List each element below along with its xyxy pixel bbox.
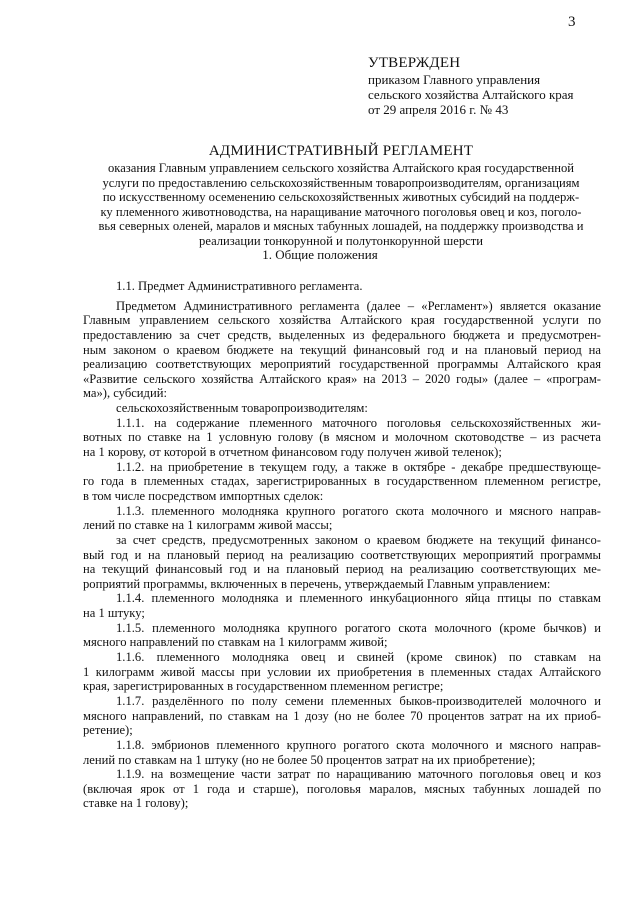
body-line: на текущий финансовый год и на плановый период на реализацию соответствующих ме- xyxy=(83,562,601,577)
approval-line: приказом Главного управления xyxy=(368,72,541,87)
body-line: (включая ярок от 1 года и старше), поголовья маралов, мясных табунных лошадей по xyxy=(83,781,601,796)
body-line: 1.1.9. на возмещение части затрат по наращиванию маточного поголовья овец и коз xyxy=(116,767,601,782)
subtitle-line: ку племенного животноводства, на наращивание маточного поголовья овец и коз, поголо- xyxy=(100,204,582,219)
body-line: мясного направлений по ставкам на 1 килограмм живой; xyxy=(83,635,388,650)
approval-line: от 29 апреля 2016 г. № 43 xyxy=(368,102,509,117)
body-line: «Развитие сельского хозяйства Алтайского края» на 2013 – 2020 годы» (далее – «програм- xyxy=(83,371,601,386)
body-line: вый год и на плановый период на реализацию соответствующих мероприятий программы xyxy=(83,547,601,562)
body-line: ма»), субсидий: xyxy=(83,386,167,401)
approval-line: сельского хозяйства Алтайского края xyxy=(368,87,574,102)
body-line: ным законом о краевом бюджете на текущий финансовый год и на плановый период на xyxy=(83,342,601,357)
body-line: 1.1.4. племенного молодняка и племенного инкубационного яйца птицы по ставкам xyxy=(116,591,601,606)
body-line: го года в племенных стадах, зарегистрированных в государственном племенном регистре, xyxy=(83,474,601,489)
body-line: лений по ставке на 1 килограмм живой массы; xyxy=(83,518,333,533)
subtitle-line: реализации тонкорунной и полутонкорунной шерсти xyxy=(199,233,483,248)
subtitle-line: по искусственному осеменению сельскохозяйственных животных субсидий на поддерж- xyxy=(102,190,580,205)
body-line: вотных по ставке на 1 условную голову (в мясном и молочном скотоводстве – из расчета xyxy=(83,430,601,445)
body-line: ставке на 1 голову); xyxy=(83,796,189,811)
body-line: 1.1.5. племенного молодняка крупного рогатого скота молочного (кроме бычков) и xyxy=(116,620,601,635)
page-number: 3 xyxy=(568,14,576,30)
body-text xyxy=(83,279,601,811)
subtitle-line: вья северных оленей, маралов и мясных табунных лошадей, на поддержку производства и xyxy=(98,219,584,234)
body-line: реализацию соответствующих мероприятий государственной программы Алтайского края xyxy=(83,357,601,372)
body-line: на 1 штуку; xyxy=(83,606,145,621)
body-line: в том числе посредством импортных сделок: xyxy=(83,488,324,503)
body-line: сельскохозяйственным товаропроизводителям: xyxy=(116,401,368,416)
document-subtitle xyxy=(80,161,602,249)
body-line: Предметом Административного регламента (далее – «Регламент») является оказание xyxy=(116,298,601,313)
body-line: 1 килограмм живой массы при условии их приобретения в племенных стадах Алтайского xyxy=(83,664,601,679)
body-line: мясного направлений, по ставкам на 1 дозу (но не более 70 процентов затрат на их приоб- xyxy=(83,708,601,723)
body-line: 1.1.6. племенного молодняка овец и свиней (кроме свинок) по ставкам на xyxy=(116,650,601,665)
body-line: 1.1.1. на содержание племенного маточного поголовья сельскохозяйственных жи- xyxy=(116,415,601,430)
body-line: 1.1.3. племенного молодняка крупного рогатого скота молочного и мясного направ- xyxy=(116,503,601,518)
body-line: роприятий программы, включенных в перечень, утверждаемый Главным управлением: xyxy=(83,576,551,591)
body-line: на 1 корову, от которой в отчетном финансовом году получен живой теленок); xyxy=(83,445,502,460)
document-title: АДМИНИСТРАТИВНЫЙ РЕГЛАМЕНТ xyxy=(208,143,474,159)
title-block xyxy=(80,142,602,249)
subtitle-line: оказания Главным управлением сельского хозяйства Алтайского края государственной xyxy=(107,161,575,175)
body-line: Главным управлением сельского хозяйства Алтайского края государственной услуги по xyxy=(83,313,601,328)
body-line: 1.1.7. разделённого по полу семени племенных быков-производителей молочного и xyxy=(116,693,601,708)
subtitle-line: услуги по предоставлению сельскохозяйственным товаропроизводителям, организациям xyxy=(102,175,580,190)
body-line: лений по ставкам на 1 штуку (но не более 50 процентов затрат на их приобретение); xyxy=(83,752,536,767)
body-line: предоставлению за счет средств, выделенных из федерального бюджета и предусмотрен- xyxy=(83,327,601,342)
approval-head: УТВЕРЖДЕН xyxy=(368,55,461,71)
body-line: 1.1.2. на приобретение в текущем году, а также в октябре - декабре предшествующе- xyxy=(116,459,601,474)
section-heading: 1. Общие положения xyxy=(262,247,378,262)
approval-stamp xyxy=(368,56,574,117)
body-line: 1.1. Предмет Административного регламента. xyxy=(116,279,363,293)
body-line: за счет средств, предусмотренных законом о краевом бюджете на текущий финансо- xyxy=(116,532,601,547)
body-line: края, зарегистрированных в государственном племенном регистре; xyxy=(83,679,444,694)
body-line: ретение); xyxy=(83,723,133,738)
body-line: 1.1.8. эмбрионов племенного крупного рогатого скота молочного и мясного направ- xyxy=(116,737,601,752)
